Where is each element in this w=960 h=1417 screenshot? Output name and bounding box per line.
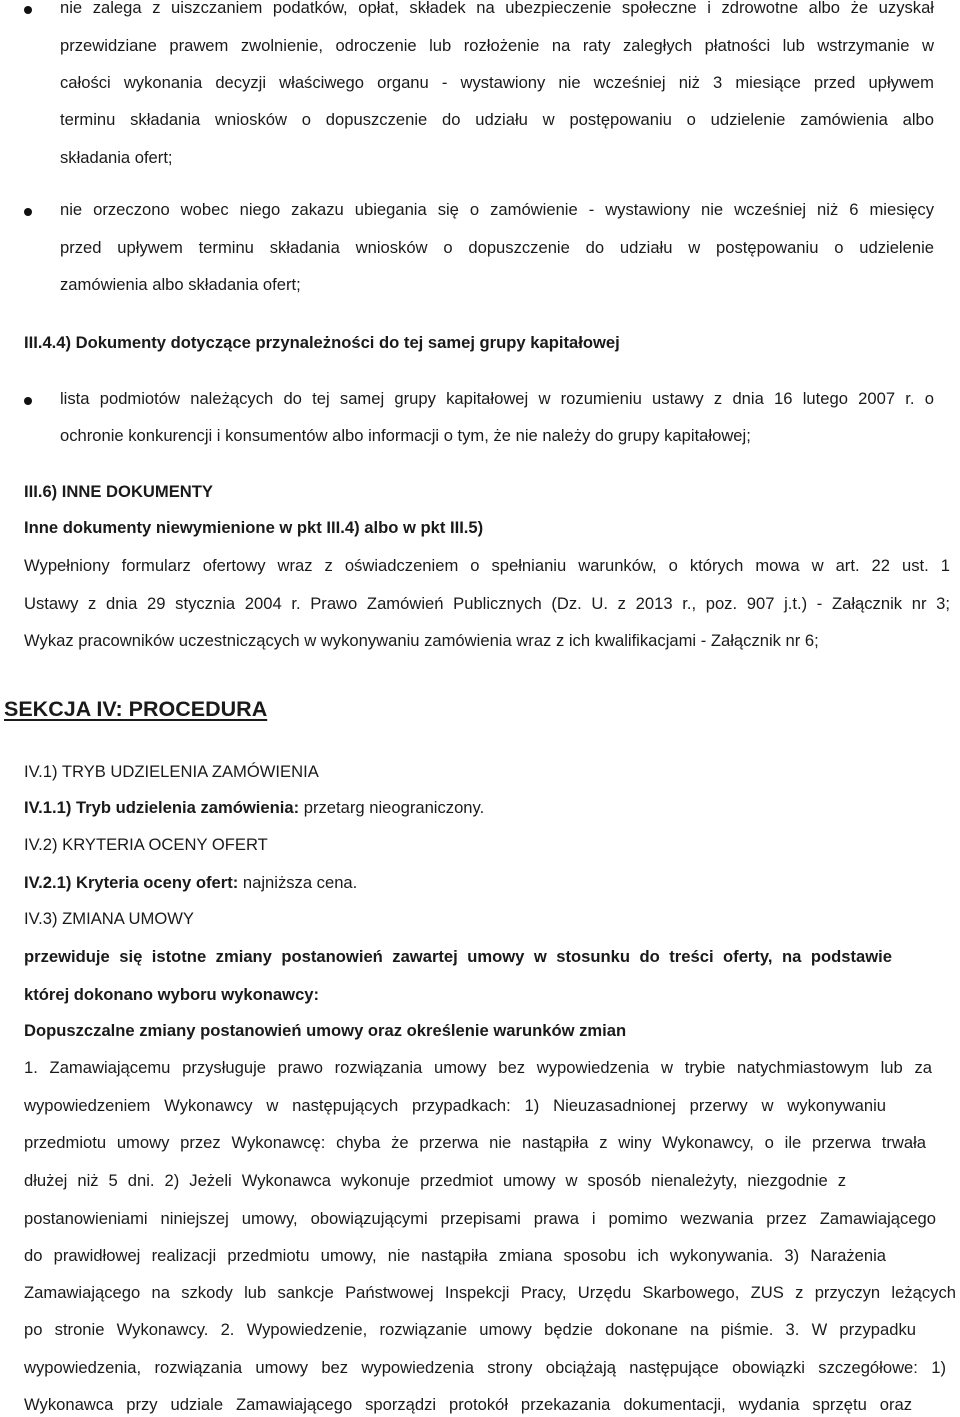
section-heading-iii-4-4: III.4.4) Dokumenty dotyczące przynależności do tej samej grupy kapitałowej (24, 333, 620, 352)
paragraph-line: Ustawy z dnia 29 stycznia 2004 r. Prawo Zamówień Publicznych (Dz. U. z 2013 r., poz. 907 j.t.) - Załącznik nr 3; (24, 594, 950, 613)
subheading-inne-dokumenty: Inne dokumenty niewymienione w pkt III.4) albo w pkt III.5) (24, 518, 484, 537)
field-value: przetarg nieograniczony. (299, 798, 485, 817)
section-title-sekcja-iv: SEKCJA IV: PROCEDURA (4, 697, 268, 721)
field-label: IV.2.1) Kryteria oceny ofert: (24, 873, 239, 892)
body-line: Wykonawca przy udziale Zamawiającego sporządzi protokół przekazania dokumentacji, wydania sprzętu oraz (24, 1395, 912, 1414)
body-line: wypowiedzeniem Wykonawcy w następujących przypadkach: 1) Nieuzasadnionej przerwy w wykonywaniu (24, 1096, 886, 1115)
field-value: najniższa cena. (238, 873, 358, 892)
section-heading-iii-6: III.6) INNE DOKUMENTY (24, 482, 213, 501)
body-line: dłużej niż 5 dni. 2) Jeżeli Wykonawca wykonuje przedmiot umowy w sposób nienależyty, niezgodnie z (24, 1171, 846, 1190)
body-line: przedmiotu umowy przez Wykonawcę: chyba że przerwa nie nastąpiła z winy Wykonawcy, o ile przerwa trwała (24, 1133, 926, 1152)
bullet-2-line-1: nie orzeczono wobec niego zakazu ubiegania się o zamówienie - wystawiony nie wcześniej niż 6 miesięcy (60, 200, 934, 219)
field-label: IV.1.1) Tryb udzielenia zamówienia: (24, 798, 300, 817)
bullet-1-line-1: nie zalega z uiszczaniem podatków, opłat, składek na ubezpieczenie społeczne i zdrowotne albo że uzyskał (60, 0, 934, 17)
bullet-1-line-2: przewidziane prawem zwolnienie, odroczenie lub rozłożenie na raty zaległych płatności lub wstrzymanie w (60, 36, 934, 55)
paragraph-line: Wykaz pracowników uczestniczących w wykonywaniu zamówienia wraz z ich kwalifikacjami - Załącznik nr 6; (24, 631, 819, 650)
bullet-1-line-5: składania ofert; (60, 148, 173, 167)
field-iv-2-1 (24, 873, 357, 893)
paragraph-line: Wypełniony formularz ofertowy wraz z oświadczeniem o spełnianiu warunków, o których mowa w art. 22 ust. 1 (24, 556, 950, 575)
bullet-dot (24, 397, 32, 405)
bullet-3-line-1: lista podmiotów należących do tej samej grupy kapitałowej w rozumieniu ustawy z dnia 16 lutego 2007 r. o (60, 389, 934, 408)
body-line: postanowieniami niniejszej umowy, obowiązującymi przepisami prawa i pomimo wezwania przez Zamawiającego (24, 1209, 936, 1228)
bold-paragraph-line: Dopuszczalne zmiany postanowień umowy oraz określenie warunków zmian (24, 1021, 627, 1040)
bullet-3-line-2: ochronie konkurencji i konsumentów albo informacji o tym, że nie należy do grupy kapitałowej; (60, 426, 751, 445)
body-line: 1. Zamawiającemu przysługuje prawo rozwiązania umowy bez wypowiedzenia w trybie natychmiastowym lub za (24, 1058, 932, 1077)
bold-paragraph-line: której dokonano wyboru wykonawcy: (24, 985, 320, 1004)
heading-iv-1: IV.1) TRYB UDZIELENIA ZAMÓWIENIA (24, 762, 319, 781)
field-iv-1-1 (24, 798, 484, 818)
bullet-2-line-3: zamówienia albo składania ofert; (60, 275, 301, 294)
bullet-dot (24, 6, 32, 14)
bullet-2-line-2: przed upływem terminu składania wniosków o dopuszczenie do udziału w postępowaniu o udzielenie (60, 238, 934, 257)
bullet-1-line-4: terminu składania wniosków o dopuszczenie do udziału w postępowaniu o udzielenie zamówienia albo (60, 110, 934, 129)
body-line: do prawidłowej realizacji przedmiotu umowy, nie nastąpiła zmiana sposobu ich wykonywania. 3) Narażenia (24, 1246, 886, 1265)
bullet-1-line-3: całości wykonania decyzji właściwego organu - wystawiony nie wcześniej niż 3 miesiące przed upływem (60, 73, 934, 92)
body-line: Zamawiającego na szkody lub sankcje Państwowej Inspekcji Pracy, Urzędu Skarbowego, ZUS z przyczyn leżących (24, 1283, 956, 1302)
heading-iv-3: IV.3) ZMIANA UMOWY (24, 909, 194, 928)
bold-paragraph-line: przewiduje się istotne zmiany postanowień zawartej umowy w stosunku do treści oferty, na podstawie (24, 947, 892, 966)
body-line: wypowiedzenia, rozwiązania umowy bez wypowiedzenia strony obciążają następujące obowiązki szczegółowe: 1) (24, 1358, 946, 1377)
heading-iv-2: IV.2) KRYTERIA OCENY OFERT (24, 835, 268, 854)
body-line: po stronie Wykonawcy. 2. Wypowiedzenie, rozwiązanie umowy będzie dokonane na piśmie. 3. W przypadku (24, 1320, 916, 1339)
bullet-dot (24, 208, 32, 216)
